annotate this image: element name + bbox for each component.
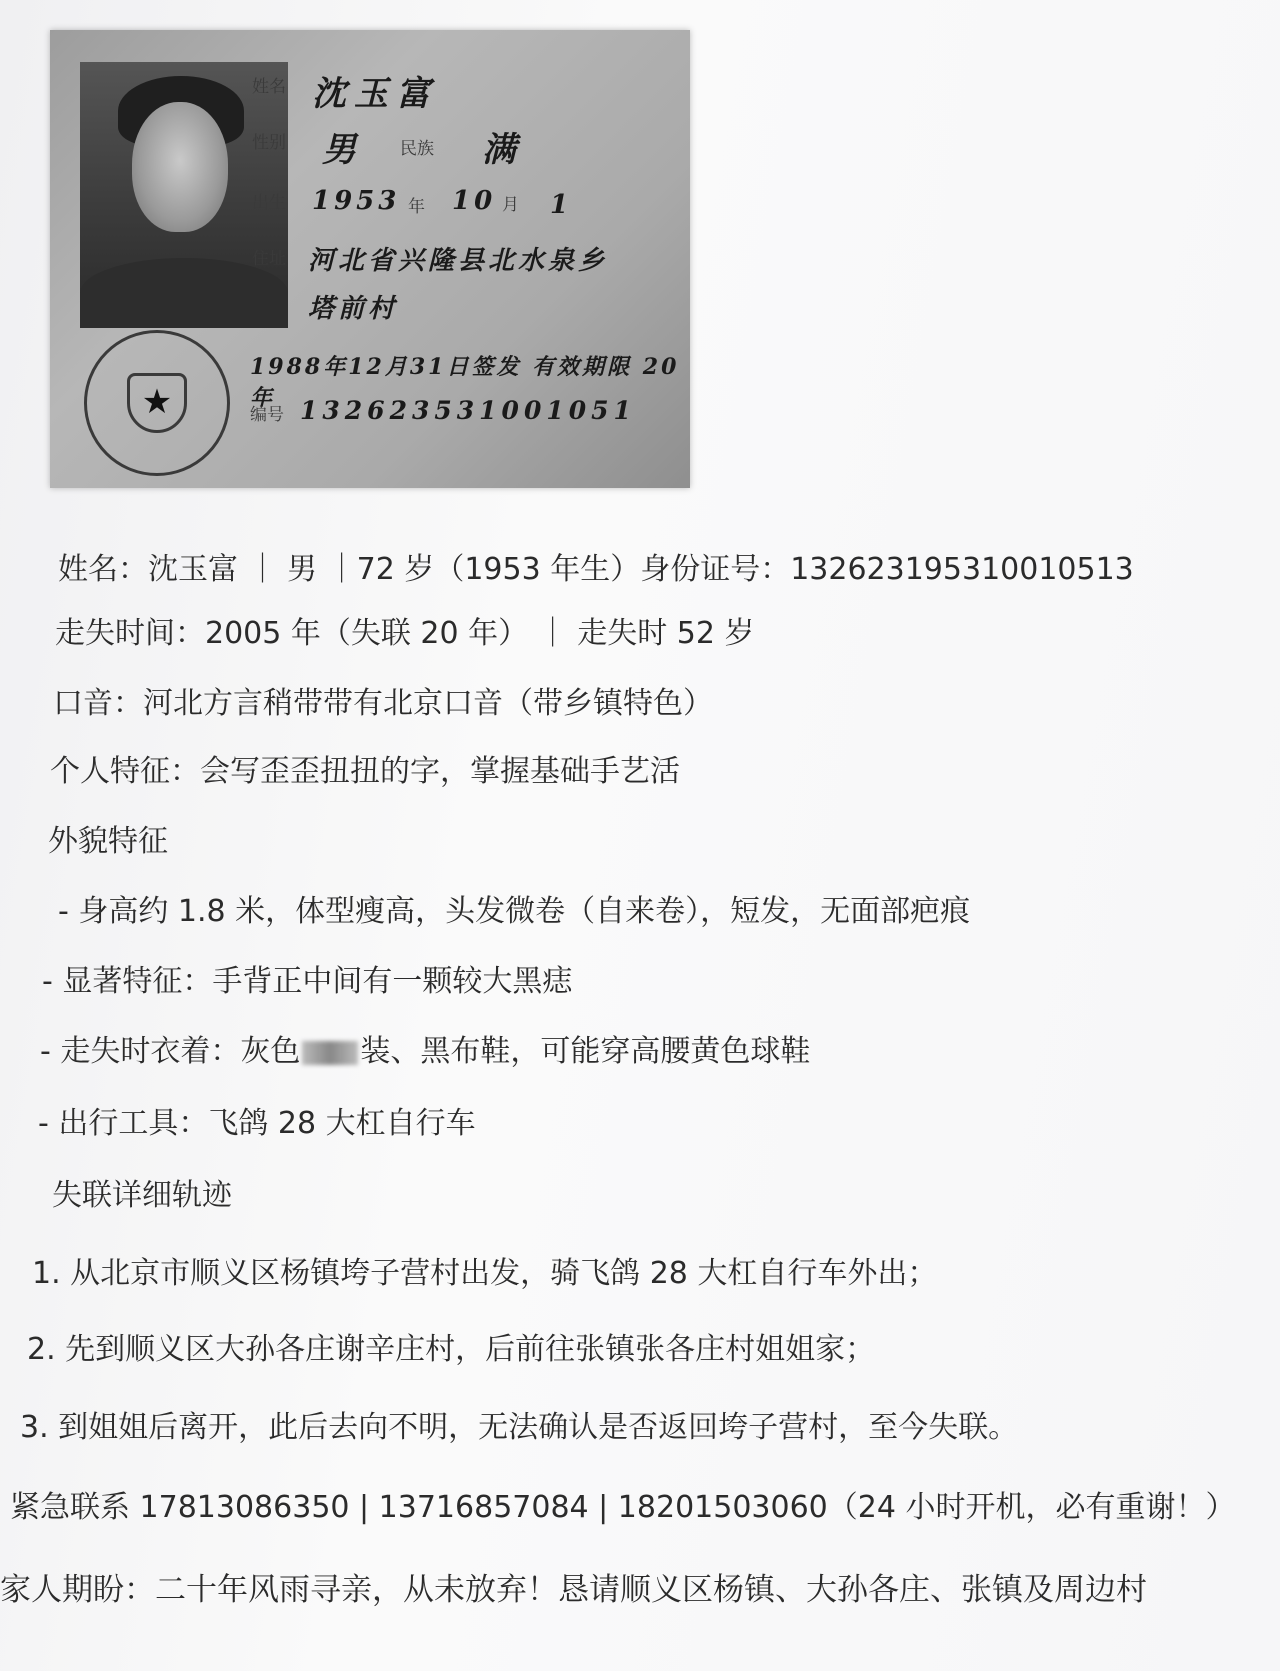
appearance-item-clothing [40, 1032, 810, 1072]
emergency-contact-line: 紧急联系 17813086350 | 13716857084 | 18201503060（24 小时开机，必有重谢！） [10, 1490, 1236, 1525]
card-label-birth: 出生 [252, 193, 286, 213]
card-value-number: 132623531001051 [300, 396, 636, 425]
photo-face [132, 102, 228, 232]
card-value-birth-day: 1 [550, 190, 573, 220]
card-value-address-1: 河北省兴隆县北水泉乡 [308, 246, 609, 276]
police-seal [84, 330, 230, 476]
track-item-2: 2. 先到顺义区大孙各庄谢辛庄村，后前往张镇张各庄村姐姐家； [27, 1332, 876, 1367]
appearance-item-mole: - 显著特征：手背正中间有一颗较大黑痣 [42, 964, 573, 999]
card-issue-date: 1988年12月31日签发 有效期限 20年 [250, 354, 680, 411]
card-label-month: 月 [502, 195, 519, 215]
accent-line: 口音：河北方言稍带带有北京口音（带乡镇特色） [53, 686, 713, 721]
card-label-year: 年 [408, 197, 425, 217]
card-value-birth-year: 1953 [312, 186, 401, 216]
personal-traits-line: 个人特征：会写歪歪扭扭的字，掌握基础手艺活 [50, 754, 680, 789]
card-label-number: 编号 [250, 405, 284, 425]
clothing-suffix: 装、黑布鞋，可能穿高腰黄色球鞋 [360, 1034, 811, 1069]
id-card-image [50, 30, 690, 488]
clothing-prefix: - 走失时衣着：灰色 [40, 1034, 301, 1069]
card-value-ethnicity: 满 [482, 130, 524, 170]
card-value-name: 沈玉富 [312, 74, 438, 114]
identity-line: 姓名：沈玉富 ｜ 男 ｜72 岁（1953 年生）身份证号：132623195310010513 [58, 552, 1134, 587]
card-label-ethnicity: 民族 [400, 139, 434, 159]
card-label-name: 姓名 [252, 77, 286, 97]
track-item-3: 3. 到姐姐后离开，此后去向不明，无法确认是否返回垮子营村，至今失联。 [20, 1410, 1019, 1445]
appearance-item-height: - 身高约 1.8 米，体型瘦高，头发微卷（自来卷），短发，无面部疤痕 [58, 894, 971, 929]
card-value-sex: 男 [322, 130, 364, 170]
card-label-address: 住址 [252, 249, 286, 269]
appearance-heading: 外貌特征 [48, 824, 168, 859]
track-item-1: 1. 从北京市顺义区杨镇垮子营村出发，骑飞鸽 28 大杠自行车外出； [32, 1256, 938, 1291]
missing-time-line: 走失时间：2005 年（失联 20 年） ｜ 走失时 52 岁 [55, 616, 755, 651]
redacted-text [302, 1041, 358, 1065]
appearance-item-transport: - 出行工具：飞鸽 28 大杠自行车 [38, 1106, 476, 1141]
family-plea-line: 家人期盼：二十年风雨寻亲，从未放弃！恳请顺义区杨镇、大孙各庄、张镇及周边村 [0, 1572, 1147, 1608]
card-label-sex: 性别 [252, 133, 286, 153]
card-value-birth-month: 10 [452, 186, 497, 216]
seal-emblem [127, 373, 187, 433]
track-heading: 失联详细轨迹 [52, 1178, 232, 1213]
star-icon: ★ [141, 382, 173, 422]
card-value-address-2: 塔前村 [308, 294, 399, 324]
